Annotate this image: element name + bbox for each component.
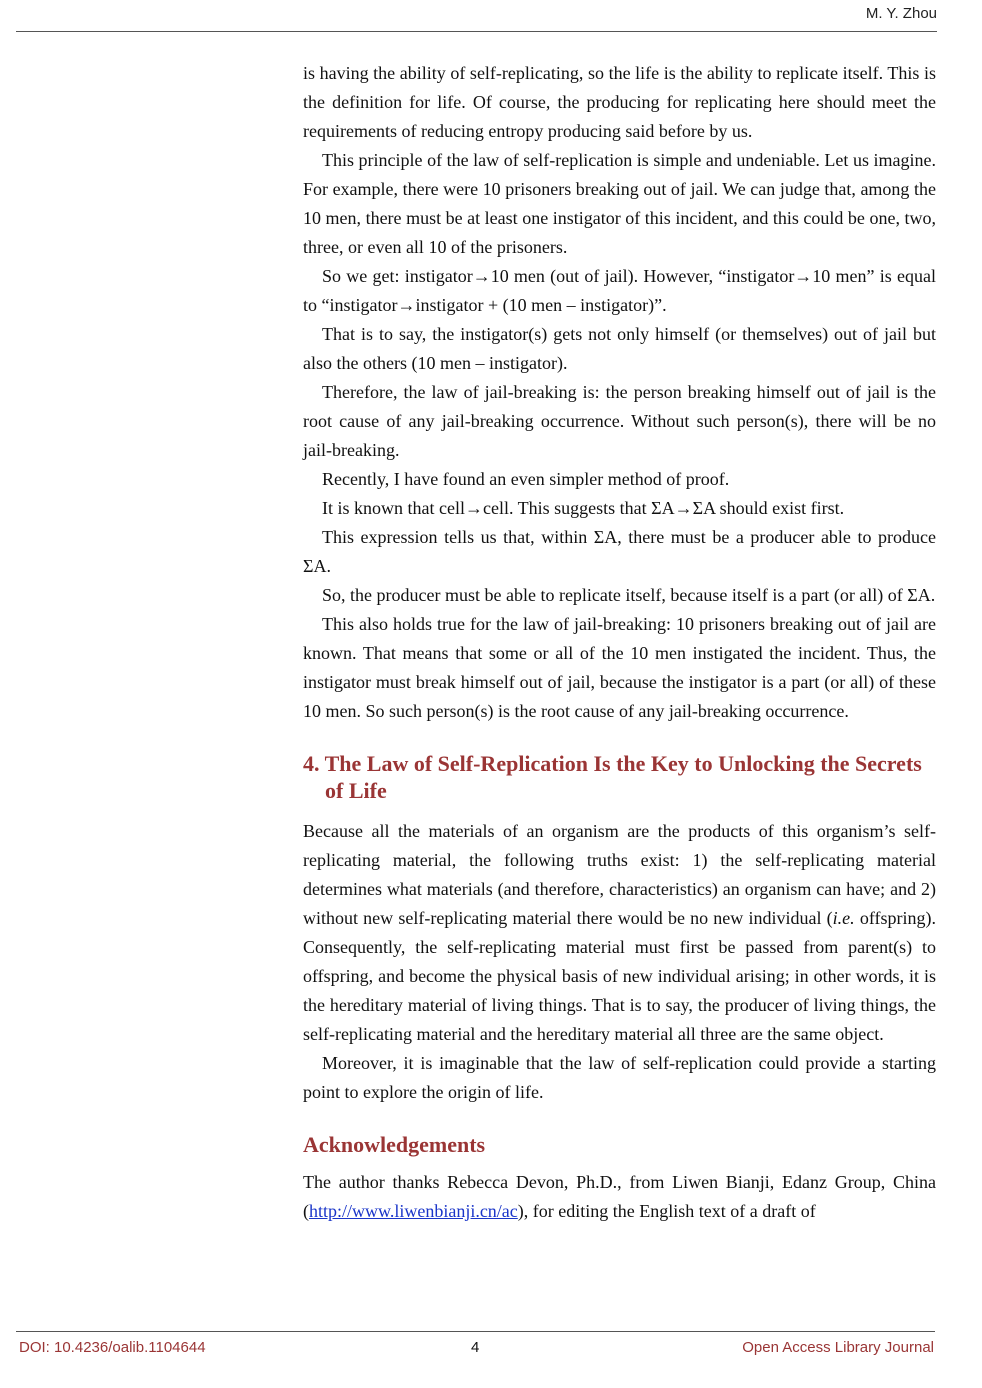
acknowledgements-paragraph <box>303 1168 936 1226</box>
paragraph-producer-within: This expression tells us that, within ΣA, there must be a producer able to produce ΣA. <box>303 527 936 576</box>
paragraph-producer-replicates: So, the producer must be able to replicate itself, because itself is a part (or all) of ΣA. <box>322 585 936 605</box>
paragraph-law-of-jail-breaking: Therefore, the law of jail-breaking is: the person breaking himself out of jail is the root cause of any jail-breaking occurrence. Without such person(s), there will be no jail-breaking. <box>303 382 936 460</box>
paragraph-instigator-explanation: That is to say, the instigator(s) gets not only himself (or themselves) out of jail but also the others (10 men – instigator). <box>303 324 936 373</box>
running-head-author: M. Y. Zhou <box>865 5 937 22</box>
paragraph-simpler-proof: Recently, I have found an even simpler method of proof. <box>322 469 730 489</box>
text-span: Because all the materials of an organism are the products of this organism’s self-replicating material, the following truths exist: 1) the self-replicating material determines what materials (and therefore, characteristics) an organism can have; and 2) without new self-replicating material there would be no new individual ( <box>303 821 936 928</box>
footer-doi: DOI: 10.4236/oalib.1104644 <box>19 1339 206 1356</box>
section-4-heading: 4. The Law of Self-Replication Is the Key to Unlocking the Secrets of Life <box>303 751 922 803</box>
paragraph-continuation: is having the ability of self-replicating, so the life is the ability to replicate itself. This is the definition for life. Of course, the producing for replicating here should meet the requirements of reducing entropy producing said before by us. <box>303 63 936 141</box>
liwenbianji-link[interactable]: http://www.liwenbianji.cn/ac <box>309 1201 518 1221</box>
footer-rule <box>16 1331 935 1332</box>
main-text-column <box>303 59 936 1226</box>
section-4-paragraph-2: Moreover, it is imaginable that the law of self-replication could provide a starting point to explore the origin of life. <box>303 1053 936 1102</box>
italic-ie: i.e. <box>832 908 855 928</box>
acknowledgements-heading: Acknowledgements <box>303 1132 486 1157</box>
paragraph-jail-breaking-holds: This also holds true for the law of jail-breaking: 10 prisoners breaking out of jail are known. That means that some or all of the 10 men instigated the incident. Thus, the instigator must break himself out of jail, because the instigator is a part (or all) of these 10 men. So such person(s) is the root cause of any jail-breaking occurrence. <box>303 614 936 721</box>
section-4-paragraph-1 <box>303 817 936 1049</box>
paragraph-cell-to-cell: It is known that cell→cell. This suggests that ΣA→ΣA should exist first. <box>322 498 845 518</box>
header-rule <box>16 31 937 32</box>
text-span: The author thanks Rebecca Devon, Ph.D., from Liwen Bianji, Edanz Group, China ( <box>303 1172 936 1221</box>
text-span: offspring). Consequently, the self-replicating material must first be passed from parent(s) to offspring, and become the physical basis of new individual arising; in other words, it is the hereditary material of living things. That is to say, the producer of living things, the self-replicating material and the hereditary material all three are the same object. <box>303 908 936 1044</box>
paragraph-principle: This principle of the law of self-replication is simple and undeniable. Let us imagine. For example, there were 10 prisoners breaking out of jail. We can judge that, among the 10 men, there must be at least one instigator of this incident, and this could be one, two, three, or even all 10 of the prisoners. <box>303 150 936 257</box>
text-span: ), for editing the English text of a draft of <box>517 1201 816 1221</box>
footer-page-number: 4 <box>471 1339 480 1356</box>
paragraph-instigator-equation: So we get: instigator→10 men (out of jail). However, “instigator→10 men” is equal to “instigator→instigator + (10 men – instigator)”. <box>303 266 936 315</box>
footer-journal-name: Open Access Library Journal <box>742 1339 934 1356</box>
